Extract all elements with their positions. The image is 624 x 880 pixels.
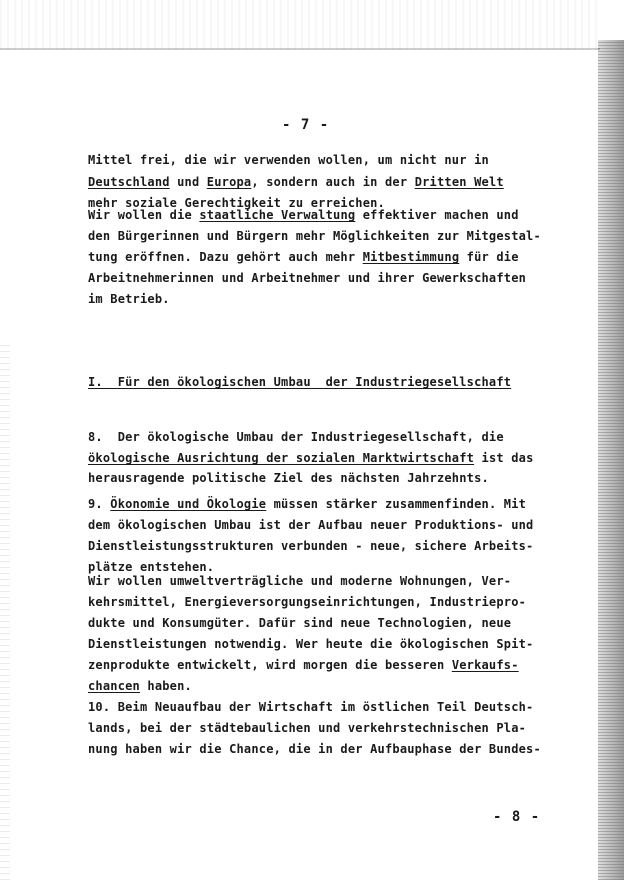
text-segment: Arbeitnehmerinnen und Arbeitnehmer und ihrer Gewerkschaften [88,271,527,285]
text-segment: lands, bei der städtebaulichen und verkehrstechnischen Pla- [88,721,527,735]
text-segment: 10. Beim Neuaufbau der Wirtschaft im östlichen Teil Deutsch- [88,700,534,714]
text-segment: dem ökologischen Umbau ist der Aufbau neuer Produktions- und [88,518,534,532]
text-line [88,209,519,221]
text-segment: mehr soziale Gerechtigkeit zu erreichen. [88,196,385,210]
text-line [88,561,214,573]
text-line [88,472,489,484]
text-segment: Dienstleistungsstrukturen verbunden - neue, sichere Arbeits- [88,539,534,553]
scan-artifact-left-edge [0,340,10,880]
underlined-text: I. Für den ökologischen Umbau der Industriegesellschaft [88,375,512,389]
text-segment: , sondern auch in der [251,175,415,189]
text-line [88,498,526,510]
underlined-text: Verkaufs- [451,658,519,672]
text-segment: zenprodukte entwickelt, wird morgen die besseren [88,658,452,672]
text-line [88,230,541,242]
text-segment: haben. [139,679,192,693]
scan-artifact-top [0,0,600,50]
text-line [88,452,534,464]
text-segment: 9. [88,497,111,511]
text-line [88,701,533,713]
scan-artifact-right-edge [598,40,624,880]
underlined-text: Dritten Welt [414,175,504,189]
text-line [88,540,533,552]
text-segment: Wir wollen die [88,208,200,222]
text-line [88,519,533,531]
text-segment: müssen stärker zusammenfinden. Mit [266,497,527,511]
text-line [88,680,192,692]
text-line [88,617,511,629]
text-segment: Mittel frei, die wir verwenden wollen, um nicht nur in [88,153,489,167]
text-segment: dukte und Konsumgüter. Dafür sind neue Technologien, neue [88,616,512,630]
text-line [88,293,170,305]
text-line [88,251,519,263]
text-segment: effektiver machen und [355,208,519,222]
text-line [88,596,526,608]
underlined-text: staatliche Verwaltung [199,208,356,222]
text-segment: nung haben wir die Chance, die in der Aufbauphase der Bundes- [88,742,541,756]
text-segment: Dienstleistungen notwendig. Wer heute die ökologischen Spit- [88,637,534,651]
text-segment: und [169,175,207,189]
text-segment: für die [459,250,519,264]
underlined-text: chancen [88,679,140,693]
underlined-text: Ökonomie und Ökologie [110,497,267,511]
text-segment: 8. Der ökologische Umbau der Industriegesellschaft, die [88,430,504,444]
text-line [88,638,533,650]
underlined-text: ökologische Ausrichtung der sozialen Marktwirtschaft [88,451,475,465]
page-number: - 7 - [282,117,330,133]
text-segment: plätze entstehen. [88,560,215,574]
text-line [88,431,504,443]
text-segment: ist das [474,451,534,465]
text-segment: herausragende politische Ziel des nächsten Jahrzehnts. [88,471,489,485]
text-segment: Wir wollen umweltverträgliche und moderne Wohnungen, Ver- [88,574,512,588]
underlined-text: Europa [206,175,252,189]
text-segment: im Betrieb. [88,292,170,306]
text-line [88,176,504,188]
text-line [88,272,526,284]
text-segment: tung eröffnen. Dazu gehört auch mehr [88,250,363,264]
text-line [88,722,526,734]
text-segment: den Bürgerinnen und Bürgern mehr Möglichkeiten zur Mitgestal- [88,229,541,243]
text-segment: kehrsmittel, Energieversorgungseinrichtungen, Industriepro- [88,595,527,609]
text-line [88,154,489,166]
text-line [88,575,511,587]
text-line [88,659,519,671]
text-line [88,743,541,755]
next-page-number: - 8 - [493,809,541,825]
text-line [88,376,511,388]
underlined-text: Deutschland [88,175,170,189]
underlined-text: Mitbestimmung [362,250,460,264]
